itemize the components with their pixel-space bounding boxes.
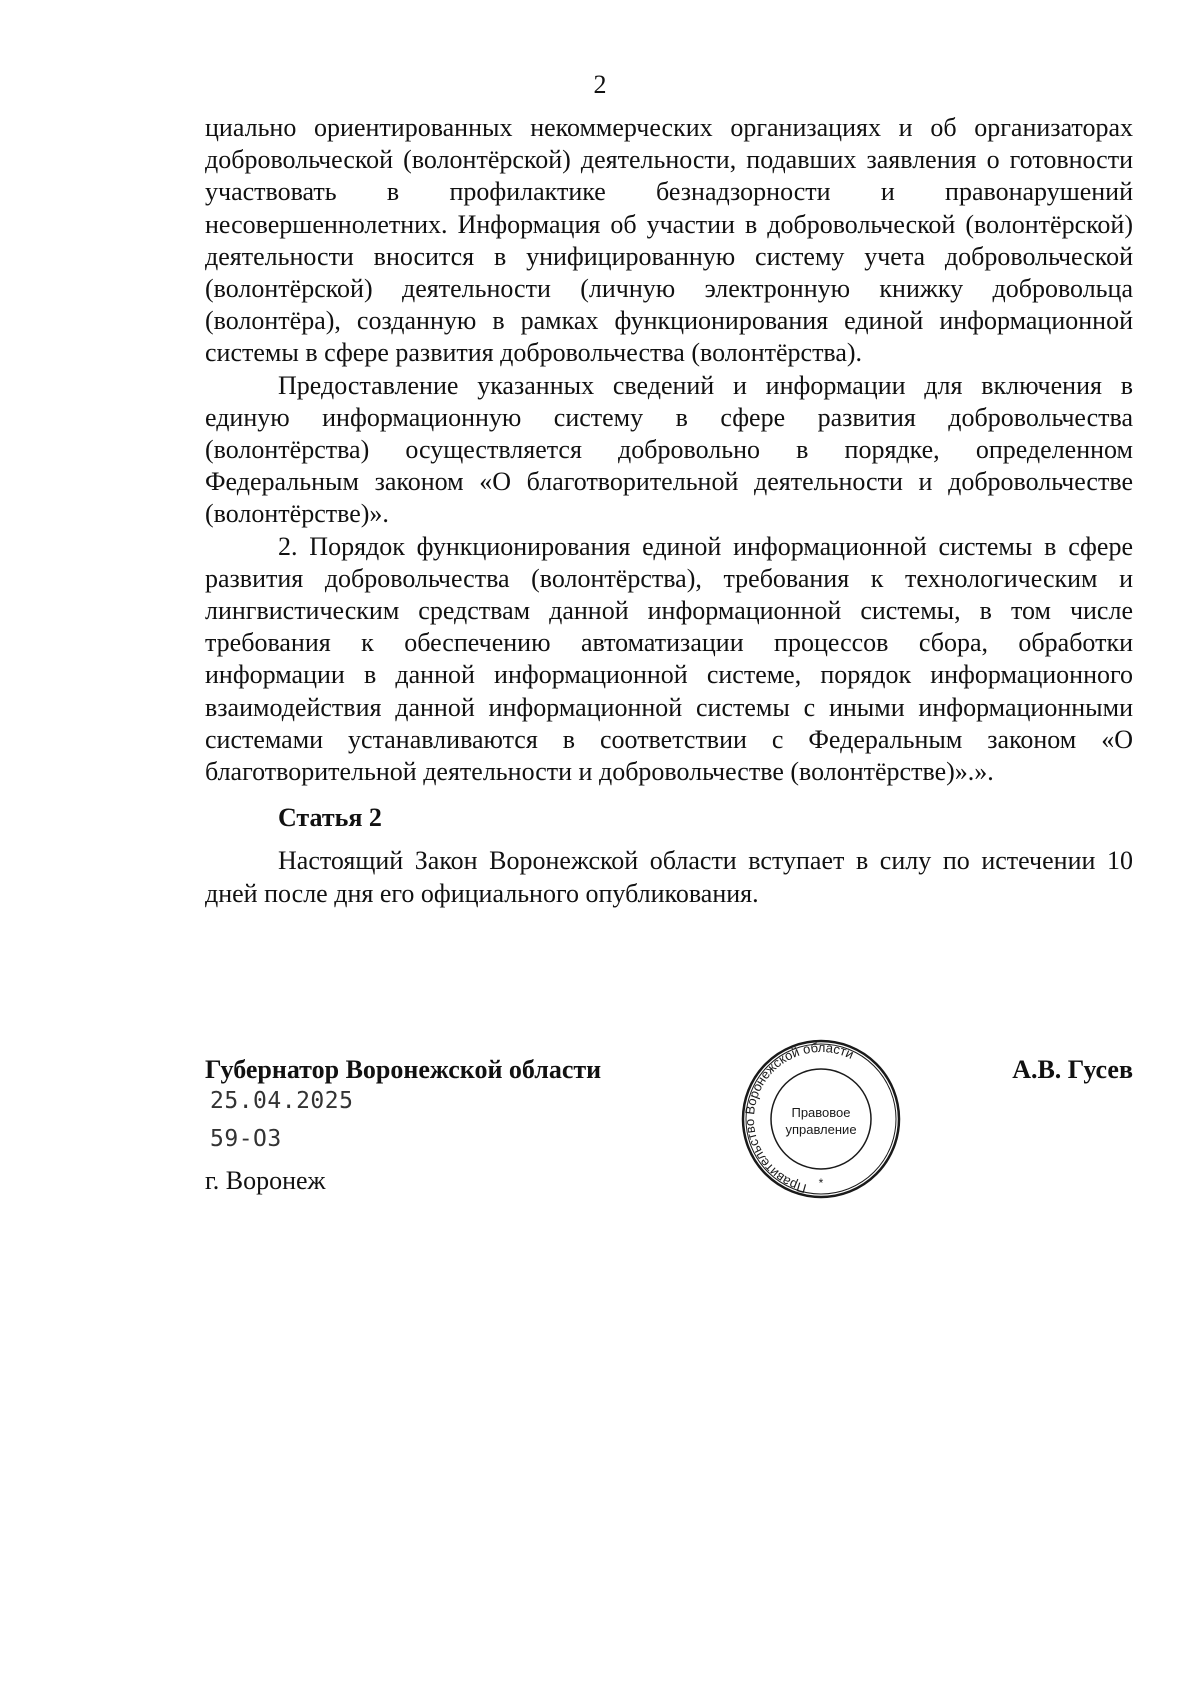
body-paragraph: 2. Порядок функционирования единой информационной системы в сфере развития добровольчества (волонтёрства), требования к технологическим и лингвистическим средствам данной информационной системы, в том числе требования к обеспечению автоматизации процессов сбора, обработки информации в данной информационной системе, порядок информационного взаимодействия данной информационной системы с иными информационными системами устанавливаются в соответствии с Федеральным законом «О благотворительной деятельности и добровольчестве (волонтёрстве)».». bbox=[205, 531, 1133, 787]
signatory-title: Губернатор Воронежской области bbox=[205, 1055, 602, 1084]
signatory-name: А.В. Гусев bbox=[1012, 1055, 1133, 1084]
law-number: 59-ОЗ bbox=[210, 1126, 282, 1152]
body-paragraph: циально ориентированных некоммерческих организациях и об организаторах добровольческой (волонтёрской) деятельности, подавших заявления о готовности участвовать в профилактике безнадзорности и правонарушений несовершеннолетних. Информация об участии в добровольческой (волонтёрской) деятельности вносится в унифицированную систему учета добровольческой (волонтёрской) деятельности (личную электронную книжку добровольца (волонтёра), созданную в рамках функционирования единой информационной системы в сфере развития добровольчества (волонтёрства). bbox=[205, 113, 1133, 368]
city: г. Воронеж bbox=[205, 1166, 326, 1195]
stamp-star: * bbox=[818, 1176, 824, 1190]
article-text: Настоящий Закон Воронежской области вступает в силу по истечении 10 дней после дня его официального опубликования. bbox=[205, 846, 1133, 908]
page-number: 2 bbox=[593, 70, 607, 99]
stamp-inner-line1: Правовое bbox=[791, 1105, 851, 1120]
stamp-outer-text: Правительство Воронежской области bbox=[741, 1039, 857, 1197]
article-heading: Статья 2 bbox=[278, 803, 382, 833]
document-body bbox=[205, 112, 1133, 910]
official-stamp bbox=[740, 1038, 902, 1200]
registration-date: 25.04.2025 bbox=[210, 1088, 354, 1114]
stamp-inner-line2: управление bbox=[785, 1122, 857, 1137]
body-paragraph: Предоставление указанных сведений и информации для включения в единую информационную систему в сфере развития добровольчества (волонтёрства) осуществляется добровольно в порядке, определенном Федеральным законом «О благотворительной деятельности и добровольчестве (волонтёрстве)». bbox=[205, 370, 1133, 529]
